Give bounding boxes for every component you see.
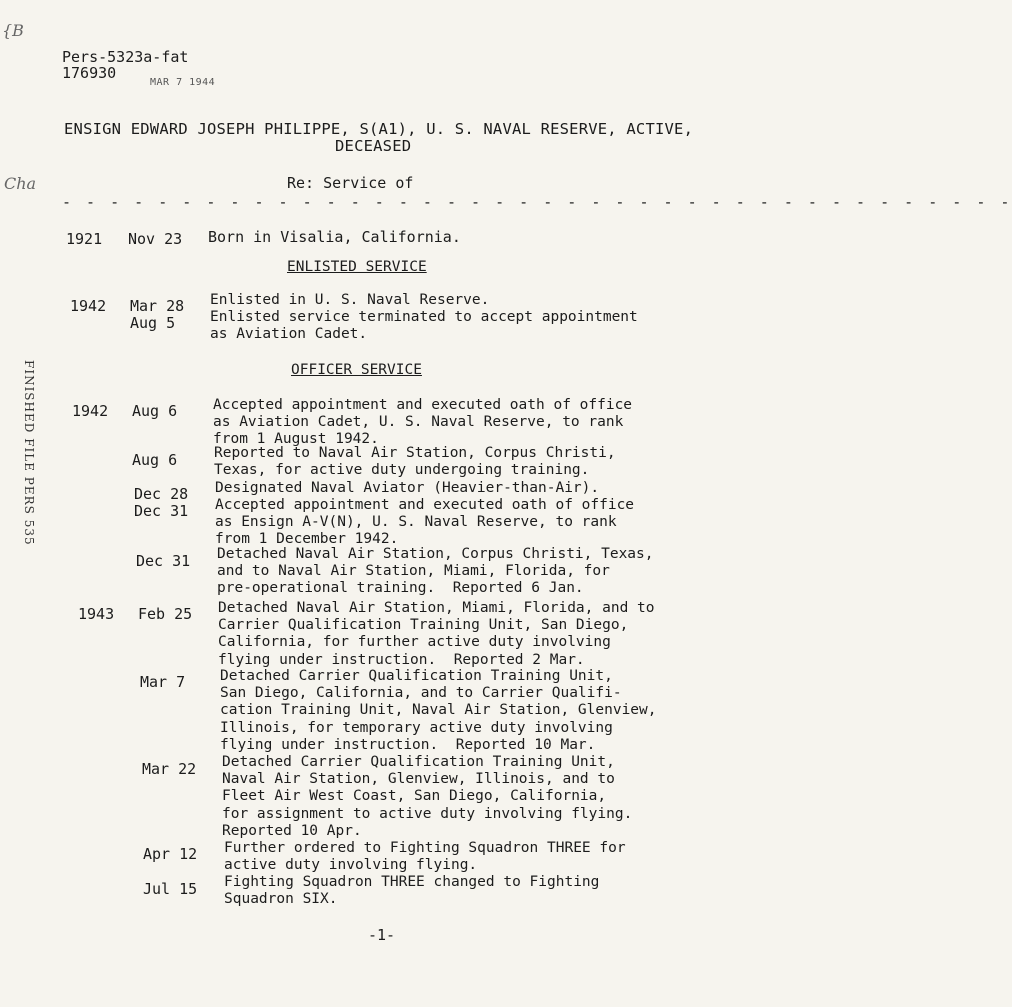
entry-date: Dec 28 — [134, 485, 189, 503]
entry-text: Fighting Squadron THREE changed to Fighting Squadron SIX. — [224, 874, 600, 908]
reference-code: Pers-5323a-fat — [62, 48, 189, 66]
entry-date: Jul 15 — [143, 880, 198, 898]
entry-text: Enlisted service terminated to accept appointment as Aviation Cadet. — [210, 309, 638, 343]
entry-text: Detached Carrier Qualification Training Unit, San Diego, California, and to Carrier Qualifi- cation Training Unit, Naval Air Station, Glenview, Illinois, for temporary active duty involving flying under instruction. Reported 10 Mar. — [220, 668, 657, 753]
entry-text: Enlisted in U. S. Naval Reserve. — [210, 292, 490, 308]
page-number: -1- — [368, 926, 396, 944]
entry-year: 1943 — [78, 605, 115, 623]
file-number: 176930 — [62, 64, 117, 82]
entry-text: Detached Carrier Qualification Training Unit, Naval Air Station, Glenview, Illinois, and to Fleet Air West Coast, San Diego, California, for assignment to active duty involving flying. Reported 10 Apr. — [222, 754, 633, 839]
margin-handwriting-top: {B — [2, 21, 24, 40]
entry-date: Dec 31 — [134, 502, 189, 520]
birth-date: Nov 23 — [128, 230, 183, 248]
subject-line: Re: Service of — [287, 174, 414, 192]
entry-text: Further ordered to Fighting Squadron THREE for active duty involving flying. — [224, 840, 626, 874]
officer-heading: OFFICER SERVICE — [291, 362, 422, 378]
birth-year: 1921 — [66, 230, 103, 248]
enlisted-heading: ENLISTED SERVICE — [287, 259, 427, 275]
entry-date: Aug 5 — [130, 314, 176, 332]
entry-text: Accepted appointment and executed oath of office as Aviation Cadet, U. S. Naval Reserve, to rank from 1 August 1942. — [213, 397, 633, 448]
date-stamp: MAR 7 1944 — [150, 77, 216, 88]
dashed-rule: - - - - - - - - - - - - - - - - - - - - - - - - - - - - - - - - - - - - - - - - — [62, 193, 1012, 211]
entry-text: Designated Naval Aviator (Heavier-than-Air). — [215, 480, 600, 496]
entry-date: Aug 6 — [132, 402, 178, 420]
entry-date: Mar 28 — [130, 297, 185, 315]
margin-handwriting-left: Cha — [4, 174, 37, 193]
document-title-line2: DECEASED — [335, 137, 412, 155]
entry-year: 1942 — [70, 297, 107, 315]
entry-date: Aug 6 — [132, 451, 178, 469]
birth-text: Born in Visalia, California. — [208, 228, 461, 246]
entry-text: Reported to Naval Air Station, Corpus Christi, Texas, for active duty undergoing training. — [214, 445, 616, 479]
entry-text: Detached Naval Air Station, Corpus Christi, Texas, and to Naval Air Station, Miami, Florida, for pre-operational training. Reported 6 Jan. — [217, 546, 654, 597]
entry-date: Dec 31 — [136, 552, 191, 570]
entry-date: Mar 22 — [142, 760, 197, 778]
entry-text: Accepted appointment and executed oath of office as Ensign A-V(N), U. S. Naval Reserve, to rank from 1 December 1942. — [215, 497, 635, 548]
finished-file-stamp: FINISHED FILE PERS 535 — [22, 360, 36, 546]
entry-date: Mar 7 — [140, 673, 186, 691]
document-title: ENSIGN EDWARD JOSEPH PHILIPPE, S(A1), U. S. NAVAL RESERVE, ACTIVE, — [64, 120, 694, 138]
entry-year: 1942 — [72, 402, 109, 420]
entry-date: Apr 12 — [143, 845, 198, 863]
entry-text: Detached Naval Air Station, Miami, Florida, and to Carrier Qualification Training Unit, San Diego, California, for further active duty involving flying under instruction. Reported 2 Mar. — [218, 600, 655, 668]
entry-date: Feb 25 — [138, 605, 193, 623]
